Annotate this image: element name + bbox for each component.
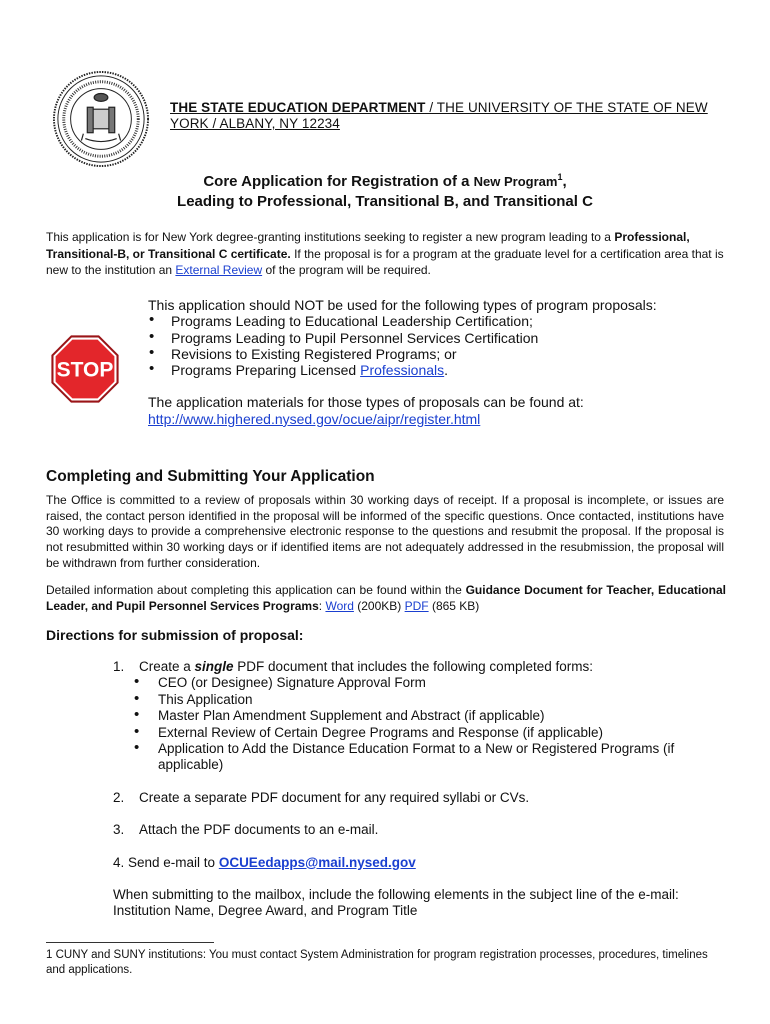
subject-line-note: When submitting to the mailbox, include the following elements in the subject line of the e-mail: Institution Name, Degree Award, and Program Title [113, 887, 679, 919]
step-3 [113, 822, 713, 838]
pdf-download-link[interactable]: PDF [404, 598, 429, 613]
submission-email-link[interactable]: OCUEedapps@mail.nysed.gov [218, 854, 416, 870]
materials-note: The application materials for those types of proposals can be found at: [148, 394, 584, 411]
step-text: 4. Send e-mail to [113, 854, 219, 870]
step-text: Create a [139, 659, 195, 674]
document-title [0, 167, 770, 212]
notice-lead: This application should NOT be used for the following types of program proposals: [148, 297, 657, 313]
university-address: / THE UNIVERSITY OF THE STATE OF NEW YORK / ALBANY, NY 12234 [170, 100, 708, 131]
intro-certificates: Professional, Transitional-B, or Transitional C certificate. [46, 230, 690, 261]
title-line2: Leading to Professional, Transitional B, and Transitional C [177, 193, 593, 210]
list-item: • Revisions to Existing Registered Programs; or [171, 346, 728, 362]
guidance-text: Detailed information about completing this application can be found within the [46, 583, 466, 597]
department-header [170, 100, 722, 132]
intro-text-3: of the program will be required. [262, 263, 431, 277]
list-item: • Programs Leading to Educational Leadership Certification; [171, 313, 728, 329]
pdf-file-size: (865 KB) [428, 598, 480, 613]
stop-sign-label: STOP [56, 358, 114, 382]
step-number: 2. [113, 789, 125, 805]
footnote-divider [46, 942, 214, 943]
stop-sign-icon [50, 334, 120, 404]
section-heading-completing: Completing and Submitting Your Application [46, 468, 375, 485]
word-file-size: (200KB) [353, 598, 405, 613]
department-name: THE STATE EDUCATION DEPARTMENT [170, 100, 426, 115]
step-text: Create a separate PDF document for any required syllabi or CVs. [139, 789, 530, 805]
excluded-proposals-list [148, 313, 728, 378]
step-text: Attach the PDF documents to an e-mail. [139, 822, 379, 838]
step-number: 1. [113, 659, 125, 674]
step-2 [113, 790, 713, 806]
title-new-program: New Program [473, 174, 558, 189]
not-applicable-notice [148, 297, 728, 427]
intro-text: This application is for New York degree-granting institutions seeking to register a new program leading to a [46, 230, 615, 244]
guidance-paragraph [46, 583, 726, 614]
list-item [171, 362, 728, 378]
list-item: • CEO (or Designee) Signature Approval Form [158, 675, 713, 691]
list-item: • Master Plan Amendment Supplement and Abstract (if applicable) [158, 708, 713, 724]
guidance-colon: : [318, 598, 326, 613]
step-text: PDF document that includes the following completed forms: [233, 659, 593, 674]
list-item: • Application to Add the Distance Education Format to a New or Registered Programs (if applicable) [158, 741, 713, 774]
list-item-text: Programs Preparing Licensed [171, 362, 361, 379]
required-forms-list [113, 675, 713, 773]
step-1 [113, 659, 713, 675]
intro-text-2: If the proposal is for a program at the graduate level for a certification area that is new to the institution an [46, 246, 724, 277]
list-item: • External Review of Certain Degree Programs and Response (if applicable) [158, 725, 713, 741]
external-review-link[interactable]: External Review [175, 263, 263, 277]
state-seal-image [52, 70, 150, 168]
title-comma: , [562, 173, 567, 190]
professionals-link[interactable]: Professionals [360, 362, 445, 379]
step-emphasis: single [194, 659, 234, 674]
guidance-document-title: Guidance Document for Teacher, Educational Leader, and Pupil Personnel Services Programs [46, 583, 727, 613]
intro-paragraph [46, 229, 726, 279]
list-item-period: . [444, 362, 449, 379]
title-line1: Core Application for Registration of a [203, 173, 474, 190]
register-url-link[interactable]: http://www.highered.nysed.gov/ocue/aipr/register.html [148, 410, 481, 427]
submission-directions [113, 659, 713, 920]
list-item: • Programs Leading to Pupil Personnel Services Certification [171, 330, 728, 346]
section-heading-directions: Directions for submission of proposal: [46, 627, 304, 643]
footnote: 1 CUNY and SUNY institutions: You must contact System Administration for program registration processes, procedures, timelines and applications. [46, 949, 708, 976]
review-process-paragraph: The Office is committed to a review of proposals within 30 working days of receipt. If a proposal is incomplete, or issues are raised, the contact person identified in the proposal will be informed of the specific questions. Once contacted, institutions have 30 working days to provide a comprehensive electronic response to the questions and resubmit the proposal. If the proposal is not resubmitted within 30 working days or if identified items are not adequately addressed in the resubmission, the proposal will be withdrawn from further consideration. [46, 493, 724, 570]
step-number: 3. [113, 822, 125, 838]
step-4 [113, 855, 713, 871]
word-download-link[interactable]: Word [325, 598, 354, 613]
footnote-marker: 1 [557, 172, 563, 182]
list-item: • This Application [158, 692, 713, 708]
